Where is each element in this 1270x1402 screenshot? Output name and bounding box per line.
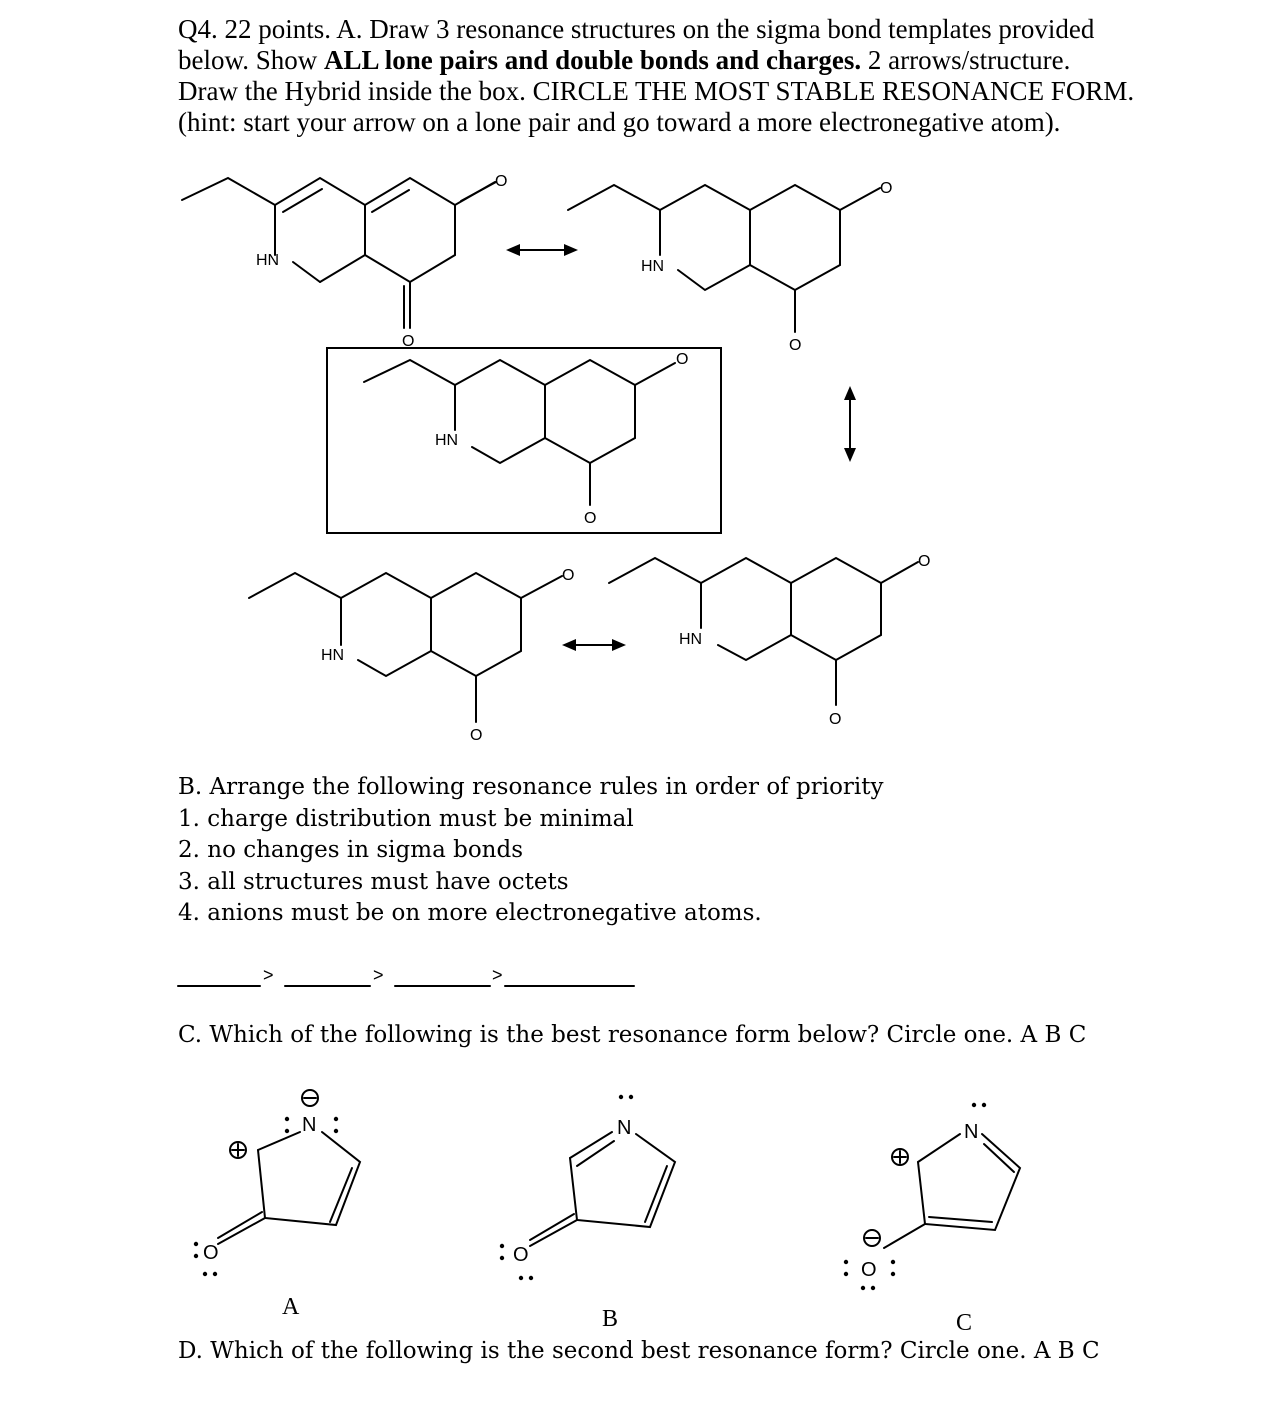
label-A: A xyxy=(282,1294,300,1320)
atom-o-4a: O xyxy=(918,553,931,570)
label-C: C xyxy=(956,1310,973,1336)
atom-hn-2: HN xyxy=(641,258,665,275)
part-d-question: D. Which of the following is the second best resonance form? Circle one. A B C xyxy=(178,1338,1100,1364)
part-c-question: C. Which of the following is the best resonance form below? Circle one. A B C xyxy=(178,1022,1087,1048)
atom-o-A: O xyxy=(203,1242,219,1264)
structure-4-bonds xyxy=(609,558,918,705)
hybrid-structure-bonds xyxy=(364,360,675,505)
label-B: B xyxy=(602,1306,619,1332)
atom-o-B: O xyxy=(513,1244,529,1266)
atom-o-3b: O xyxy=(470,727,483,744)
structure-3-bonds xyxy=(249,573,562,722)
gt-sign-3: > xyxy=(492,965,503,985)
structure-B-bonds xyxy=(530,1132,675,1246)
rule-1: 1. charge distribution must be minimal xyxy=(178,805,634,832)
atom-o-2a: O xyxy=(880,180,893,197)
question-line-2-end: 2 arrows/structure. xyxy=(861,45,1071,75)
part-b-title: B. Arrange the following resonance rules in order of priority xyxy=(178,774,884,800)
part-b xyxy=(178,772,884,930)
atom-hn-3: HN xyxy=(321,647,345,664)
rule-4: 4. anions must be on more electronegative atoms. xyxy=(178,900,762,926)
rule-3: 3. all structures must have octets xyxy=(178,868,569,895)
rule-2: 2. no changes in sigma bonds xyxy=(178,837,523,863)
question-line-2-start: below. Show xyxy=(178,45,324,75)
atom-o-1a: O xyxy=(495,173,508,190)
atom-hn-1: HN xyxy=(256,252,280,269)
question-line-1: Q4. 22 points. A. Draw 3 resonance structures on the sigma bond templates provided xyxy=(178,14,1095,44)
atom-o-1b: O xyxy=(402,333,415,350)
atom-o-4b: O xyxy=(829,711,842,728)
hybrid-box xyxy=(327,348,721,533)
structure-1-bonds xyxy=(182,178,496,328)
atom-o-C: O xyxy=(861,1259,877,1281)
atom-n-A: N xyxy=(302,1114,317,1136)
gt-sign-2: > xyxy=(373,965,384,985)
question-line-2-bold: ALL lone pairs and double bonds and charges. xyxy=(324,45,862,75)
structure-2-bonds xyxy=(568,185,880,332)
atom-o-3a: O xyxy=(562,567,575,584)
atom-n-B: N xyxy=(617,1117,632,1139)
atom-n-C: N xyxy=(964,1121,979,1143)
atom-hn-hybrid: HN xyxy=(435,432,459,449)
atom-o-hybrid-b: O xyxy=(584,510,597,527)
gt-sign-1: > xyxy=(263,965,274,985)
question-line-4: (hint: start your arrow on a lone pair and go toward a more electronegative atom). xyxy=(178,107,1061,137)
structure-A-bonds xyxy=(218,1132,360,1244)
question-line-3: Draw the Hybrid inside the box. CIRCLE THE MOST STABLE RESONANCE FORM. xyxy=(178,76,1135,106)
atom-hn-4: HN xyxy=(679,631,703,648)
atom-o-hybrid-a: O xyxy=(676,351,689,368)
atom-o-2b: O xyxy=(789,337,802,354)
